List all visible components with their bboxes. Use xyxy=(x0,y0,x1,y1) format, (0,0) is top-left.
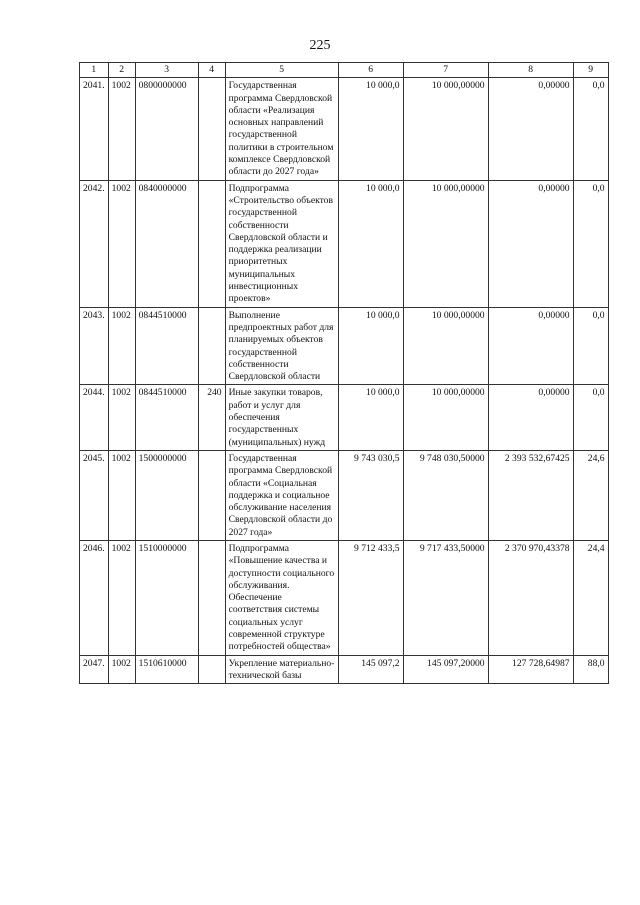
table-row xyxy=(80,78,609,180)
section-code-cell: 1002 xyxy=(108,540,135,655)
section-code-cell: 1002 xyxy=(108,385,135,450)
table-row xyxy=(80,540,609,655)
column-header: 5 xyxy=(225,63,338,78)
percent-cell: 0,0 xyxy=(573,385,608,450)
expense-type-cell: 240 xyxy=(198,385,225,450)
item-name-cell: Подпрограмма «Повышение качества и доступности социального обслуживания. Обеспечение соответствия системы социальных услуг современной структуре потребностей общества» xyxy=(225,540,338,655)
executed-amount-cell: 2 370 970,43378 xyxy=(488,540,573,655)
approved-amount-cell: 145 097,2 xyxy=(338,655,403,684)
column-header: 6 xyxy=(338,63,403,78)
section-code-cell: 1002 xyxy=(108,78,135,180)
executed-amount-cell: 127 728,64987 xyxy=(488,655,573,684)
target-code-cell: 0844510000 xyxy=(135,385,198,450)
approved-amount-cell: 10 000,0 xyxy=(338,78,403,180)
column-header: 2 xyxy=(108,63,135,78)
target-code-cell: 1510610000 xyxy=(135,655,198,684)
executed-amount-cell: 0,00000 xyxy=(488,180,573,307)
column-header: 9 xyxy=(573,63,608,78)
approved-amount-cell: 10 000,0 xyxy=(338,180,403,307)
row-number-cell: 2046. xyxy=(80,540,109,655)
expense-type-cell xyxy=(198,450,225,540)
approved-amount-cell: 10 000,0 xyxy=(338,307,403,385)
column-number-row xyxy=(80,63,609,78)
row-number-cell: 2044. xyxy=(80,385,109,450)
item-name-cell: Государственная программа Свердловской области «Социальная поддержка и социальное обслуживание населения Свердловской области до 2027 года» xyxy=(225,450,338,540)
executed-amount-cell: 0,00000 xyxy=(488,385,573,450)
percent-cell: 0,0 xyxy=(573,307,608,385)
target-code-cell: 1500000000 xyxy=(135,450,198,540)
approved-amount-cell: 9 712 433,5 xyxy=(338,540,403,655)
specified-amount-cell: 10 000,00000 xyxy=(403,180,488,307)
target-code-cell: 0800000000 xyxy=(135,78,198,180)
specified-amount-cell: 10 000,00000 xyxy=(403,78,488,180)
table-row xyxy=(80,180,609,307)
item-name-cell: Укрепление материально-технической базы xyxy=(225,655,338,684)
specified-amount-cell: 145 097,20000 xyxy=(403,655,488,684)
percent-cell: 0,0 xyxy=(573,180,608,307)
item-name-cell: Подпрограмма «Строительство объектов государственной собственности Свердловской области и поддержка реализации приоритетных муниципальных инвестиционных проектов» xyxy=(225,180,338,307)
column-header: 7 xyxy=(403,63,488,78)
specified-amount-cell: 9 717 433,50000 xyxy=(403,540,488,655)
column-header: 4 xyxy=(198,63,225,78)
row-number-cell: 2047. xyxy=(80,655,109,684)
target-code-cell: 0840000000 xyxy=(135,180,198,307)
row-number-cell: 2043. xyxy=(80,307,109,385)
row-number-cell: 2045. xyxy=(80,450,109,540)
column-header: 3 xyxy=(135,63,198,78)
specified-amount-cell: 10 000,00000 xyxy=(403,307,488,385)
percent-cell: 0,0 xyxy=(573,78,608,180)
approved-amount-cell: 9 743 030,5 xyxy=(338,450,403,540)
budget-table xyxy=(79,62,609,684)
specified-amount-cell: 9 748 030,50000 xyxy=(403,450,488,540)
percent-cell: 24,4 xyxy=(573,540,608,655)
table-row xyxy=(80,450,609,540)
item-name-cell: Выполнение предпроектных работ для планируемых объектов государственной собственности Свердловской области xyxy=(225,307,338,385)
expense-type-cell xyxy=(198,78,225,180)
expense-type-cell xyxy=(198,540,225,655)
page-number: 225 xyxy=(309,38,331,53)
executed-amount-cell: 0,00000 xyxy=(488,307,573,385)
target-code-cell: 0844510000 xyxy=(135,307,198,385)
expense-type-cell xyxy=(198,655,225,684)
target-code-cell: 1510000000 xyxy=(135,540,198,655)
item-name-cell: Государственная программа Свердловской области «Реализация основных направлений государственной политики в строительном комплексе Свердловской области до 2027 года» xyxy=(225,78,338,180)
section-code-cell: 1002 xyxy=(108,307,135,385)
row-number-cell: 2042. xyxy=(80,180,109,307)
percent-cell: 88,0 xyxy=(573,655,608,684)
section-code-cell: 1002 xyxy=(108,450,135,540)
expense-type-cell xyxy=(198,307,225,385)
percent-cell: 24,6 xyxy=(573,450,608,540)
expense-type-cell xyxy=(198,180,225,307)
section-code-cell: 1002 xyxy=(108,180,135,307)
approved-amount-cell: 10 000,0 xyxy=(338,385,403,450)
table-row xyxy=(80,655,609,684)
section-code-cell: 1002 xyxy=(108,655,135,684)
executed-amount-cell: 2 393 532,67425 xyxy=(488,450,573,540)
table-row xyxy=(80,385,609,450)
executed-amount-cell: 0,00000 xyxy=(488,78,573,180)
item-name-cell: Иные закупки товаров, работ и услуг для обеспечения государственных (муниципальных) нужд xyxy=(225,385,338,450)
column-header: 1 xyxy=(80,63,109,78)
specified-amount-cell: 10 000,00000 xyxy=(403,385,488,450)
row-number-cell: 2041. xyxy=(80,78,109,180)
table-row xyxy=(80,307,609,385)
column-header: 8 xyxy=(488,63,573,78)
